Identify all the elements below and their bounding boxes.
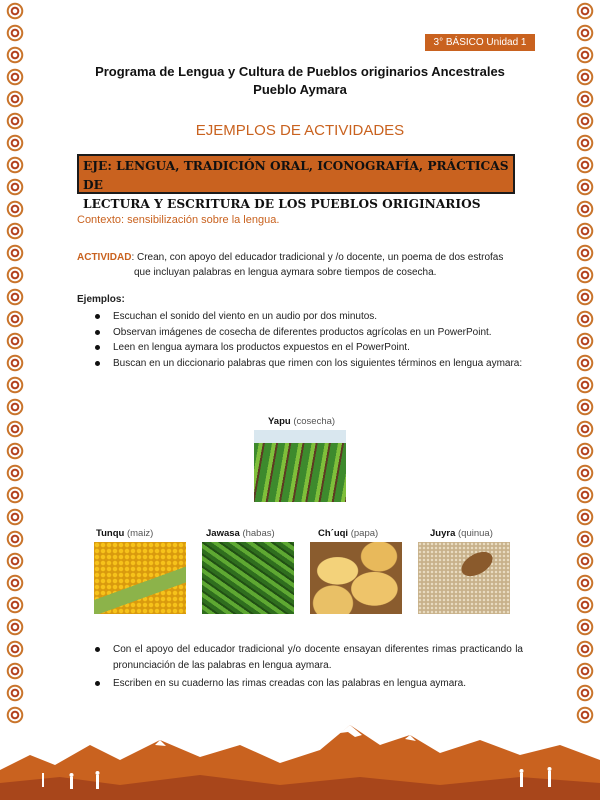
program-subtitle: Pueblo Aymara <box>253 82 347 97</box>
caption-gloss: (habas) <box>242 528 275 539</box>
snow-peaks <box>155 725 416 746</box>
caption-yapu <box>268 416 335 427</box>
list-item: Escuchan el sonido del viento en un audio por dos minutos. <box>93 309 523 325</box>
activity-paragraph <box>77 250 522 280</box>
list-item: Leen en lengua aymara los productos expuestos en el PowerPoint. <box>93 340 523 356</box>
eje-line-1: EJE: LENGUA, TRADICIÓN ORAL, ICONOGRAFÍA, PRÁCTICAS DE <box>83 159 509 192</box>
caption-word: Tunqu <box>96 528 125 539</box>
list-item: Escriben en su cuaderno las rimas creadas con las palabras en lengua aymara. <box>93 676 523 692</box>
caption-jawasa <box>206 528 275 539</box>
caption-gloss: (maiz) <box>126 528 154 539</box>
activity-text-2: que incluyan palabras en lengua aymara sobre tiempos de cosecha. <box>134 267 437 278</box>
eje-box <box>77 154 515 211</box>
unit-badge: 3° BÁSICO Unidad 1 <box>425 34 535 51</box>
caption-word: Ch´uqi <box>318 528 349 539</box>
caption-juyra <box>430 528 493 539</box>
harvest-field-image <box>254 430 346 502</box>
list-item: Observan imágenes de cosecha de diferentes productos agrícolas en un PowerPoint. <box>93 325 523 341</box>
activity-text-1: : Crean, con apoyo del educador tradicional y /o docente, un poema de dos estrofas <box>131 252 504 263</box>
list-item: Con el apoyo del educador tradicional y/o docente ensayan diferentes rimas practicando la pronunciación de las palabras en lengua aymara. <box>93 642 523 673</box>
examples-label: Ejemplos: <box>77 294 125 305</box>
decorative-border-left <box>4 0 26 728</box>
andean-landscape-footer <box>0 715 600 800</box>
caption-gloss: (quinua) <box>458 528 493 539</box>
corn-image <box>94 542 186 614</box>
activity-label: ACTIVIDAD <box>77 252 132 263</box>
caption-chuqi <box>318 528 378 539</box>
context-heading: Contexto: sensibilización sobre la lengua. <box>77 214 280 226</box>
quinoa-image <box>418 542 510 614</box>
program-title: Programa de Lengua y Cultura de Pueblos originarios Ancestrales <box>95 64 505 79</box>
potato-image <box>310 542 402 614</box>
eje-line-2: LECTURA Y ESCRITURA DE LOS PUEBLOS ORIGINARIOS <box>83 197 481 211</box>
caption-word: Yapu <box>268 416 291 427</box>
decorative-border-right <box>574 0 596 728</box>
caption-tunqu <box>96 528 153 539</box>
examples-list-top <box>93 309 523 371</box>
caption-word: Jawasa <box>206 528 240 539</box>
list-item: Buscan en un diccionario palabras que rimen con los siguientes términos en lengua aymara: <box>93 356 523 372</box>
caption-word: Juyra <box>430 528 456 539</box>
beans-image <box>202 542 294 614</box>
caption-gloss: (papa) <box>350 528 379 539</box>
activities-title: EJEMPLOS DE ACTIVIDADES <box>195 122 405 139</box>
examples-list-bottom <box>93 642 523 695</box>
caption-gloss: (cosecha) <box>293 416 336 427</box>
